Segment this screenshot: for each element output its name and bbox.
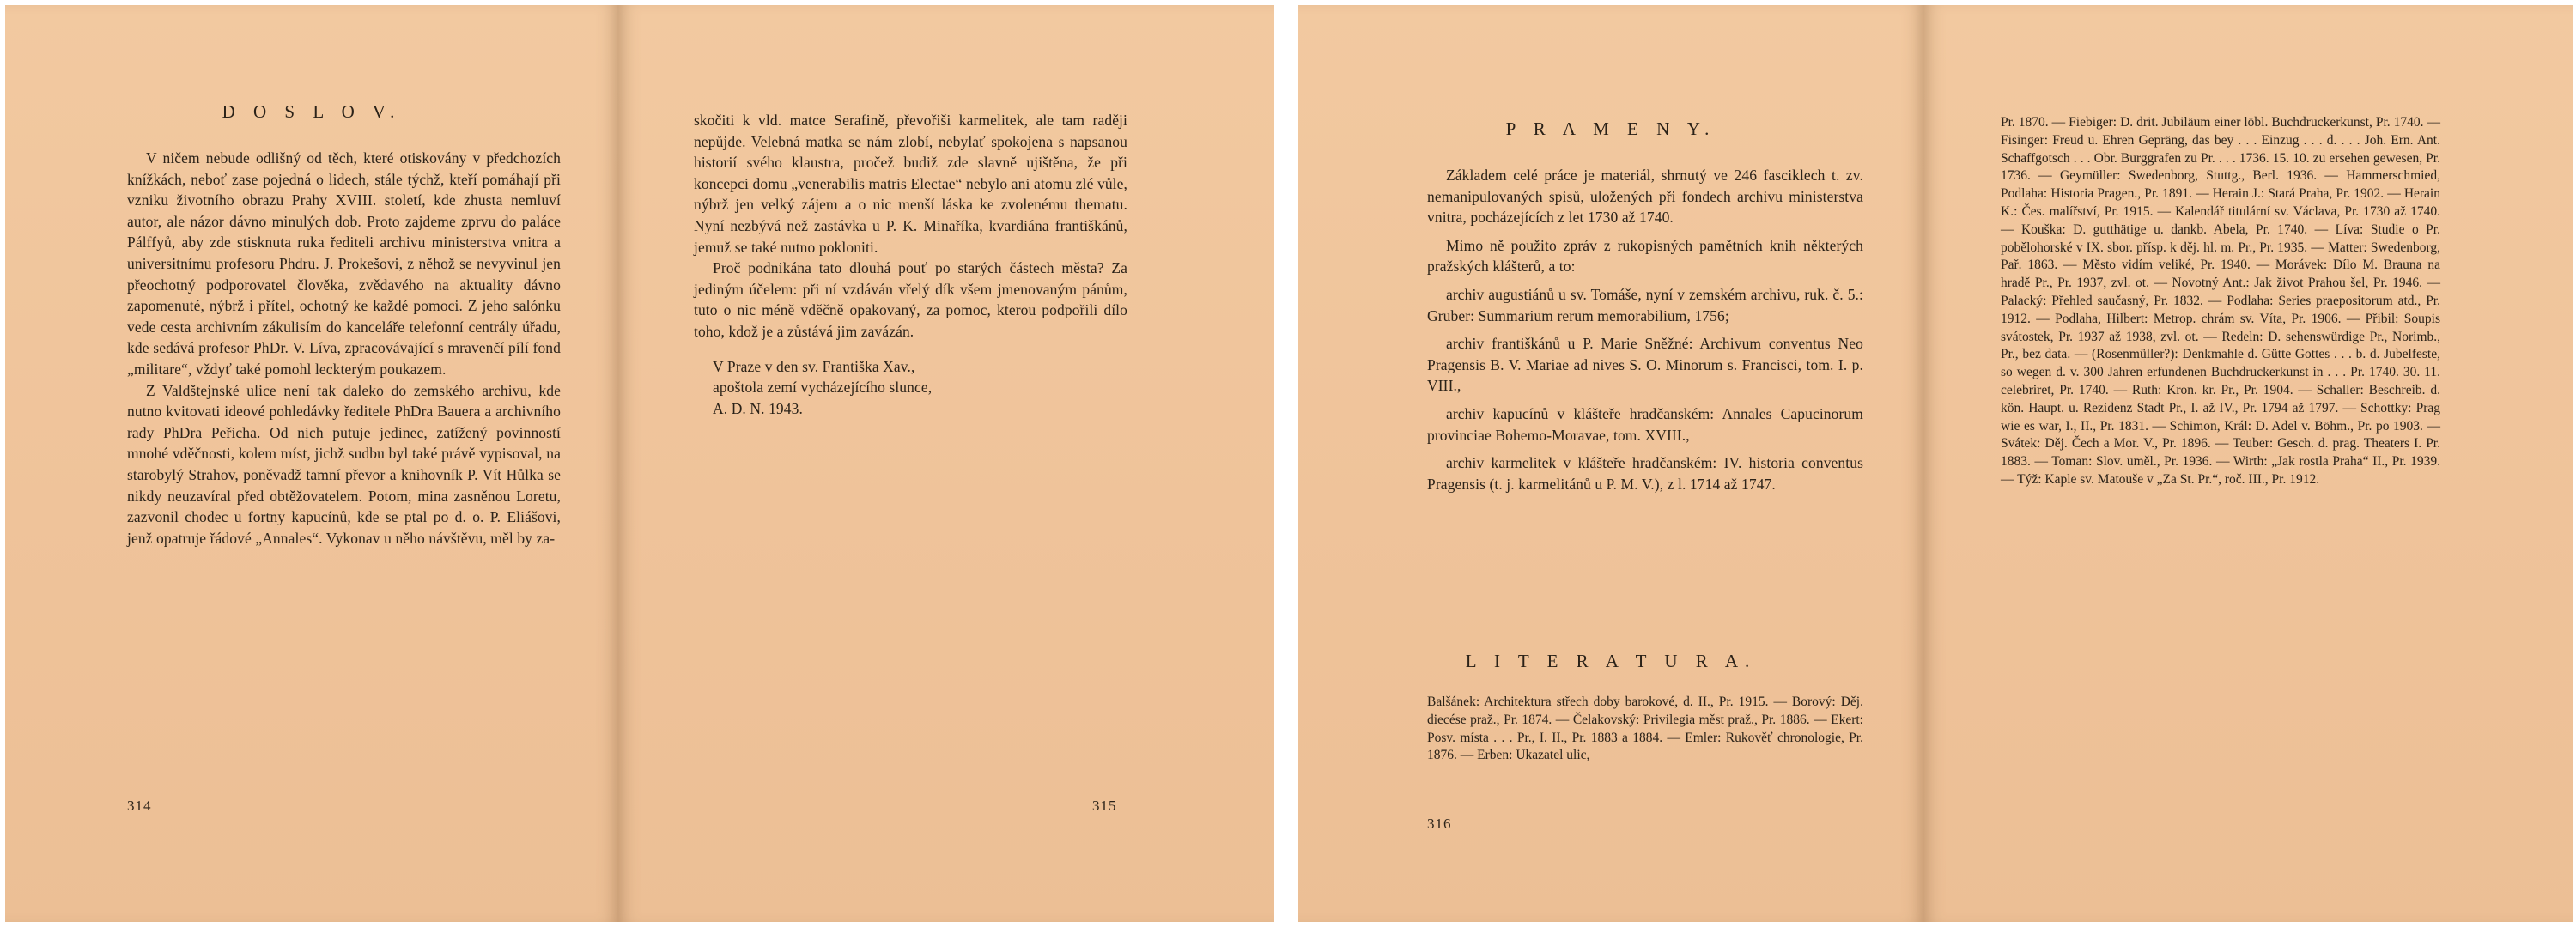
page-317 xyxy=(1923,5,2573,922)
literature-list-continued xyxy=(2001,114,2440,489)
paragraph: Mimo ně použito zpráv z rukopisných pamětních knih některých pražských klášterů, a to: xyxy=(1427,236,1863,276)
page-number: 314 xyxy=(127,798,152,814)
source-entry: archiv kapucínů v klášteře hradčanském: Annales Capucinorum provinciae Bohemo-Moravae, tom. XVIII., xyxy=(1427,404,1863,444)
page-314-heading: D O S L O V. xyxy=(222,101,402,122)
literature-entries: Balšánek: Architektura střech doby barokové, d. II., Pr. 1915. — Borový: Děj. diecése praž., Pr. 1874. — Čelakovský: Privilegia měst praž., Pr. 1886. — Ekert: Posv. místa . . . Pr., I. II., Pr. 1883 a 1884. — Emler: Rukověť chronologie, Pr. 1876. — Erben: Ukazatel ulic, xyxy=(1427,694,1863,763)
source-entry: archiv augustiánů u sv. Tomáše, nyní v zemském archivu, ruk. č. 5.: Gruber: Summarium rerum memorabilium, 1756; xyxy=(1427,285,1863,324)
page-316 xyxy=(1298,5,1923,922)
page-315-body xyxy=(694,110,1127,419)
left-spread xyxy=(5,0,1274,928)
page-316-heading-2: L I T E R A T U R A. xyxy=(1465,651,1757,671)
paragraph: skočiti k vld. matce Serafině, převořiši karmelitek, ale tam raději nepůjde. Velebná matka se nám zlobí, nebylať spokojena s napsanou historií svého klaustra, pročež budiž zde slavně ujištěna, že při koncepci domu „venerabilis matris Electae“ nebylo ani atomu zlé vůle, nýbrž jen velký zájem a o nic menší láska ke zvolenému thematu. Nyní nezbývá než zastávka u P. K. Minaříka, kvardiána františkánů, jemuž se také nutno pokloniti. xyxy=(694,112,1127,256)
page-number: 316 xyxy=(1427,816,1452,832)
page-314 xyxy=(5,5,618,922)
closing-line: A. D. N. 1943. xyxy=(713,399,803,417)
right-spread xyxy=(1298,0,2573,928)
page-316-heading: P R A M E N Y. xyxy=(1505,118,1716,139)
paragraph: V ničem nebude odlišný od těch, které otiskovány v předchozích knížkách, neboť zase pojedná o lidech, stále týchž, kteří pomáhají při vzniku životního obrazu Prahy XVIII. století, kde zhusta nemluví autor, ale názor dávno minulých dob. Proto zajdeme zprvu do paláce Pálffyů, aby zde stisknuta ruka řediteli archivu ministerstva vnitra a universitnímu profesoru Phdru. J. Prokešovi, z něhož se nevyvinul jen přeochotný podporovatel člověka, zvědavého na aktuality dávno zapomenuté, nýbrž i přítel, ochotný ke každé pomoci. Z jeho salónku vede cesta archivním zákulisím do kanceláře telefonní centrály úřadu, kde sedává profesor PhDr. V. Líva, zpracovávající s mravenčí pílí fond „militare“, vždyť také pomohl leckterým poukazem. xyxy=(127,149,561,378)
page-314-body xyxy=(127,148,561,549)
closing-line: apoštola zemí vycházejícího slunce, xyxy=(713,379,933,397)
literature-list xyxy=(1427,694,1863,765)
source-entry: archiv karmelitek v klášteře hradčanském: IV. historia conventus Pragensis (t. j. karmelitánů u P. M. V.), z l. 1714 až 1747. xyxy=(1427,454,1863,493)
literature-entries: Pr. 1870. — Fiebiger: D. drit. Jubiläum einer löbl. Buchdruckerkunst, Pr. 1740. — Fisinger: Freud u. Ehren Gepräng, das bey . . . Einzug . . . d. . . . Joh. Ern. Ant. Schaffgotsch . . . Obr. Burggrafen zu Pr. . . . 1736. 15. 10. zu ersehen gewesen, Pr. 1736. — Geymüller: Swedenborg, Stuttg., Berl. 1936. — Hammerschmied, Podlaha: Historia Pragen., Pr. 1891. — Herain J.: Stará Praha, Pr. 1902. — Herain K.: Čes. malířství, Pr. 1915. — Kalendář titulární sv. Václava, Pr. 1730 až 1740. — Kouška: D. gutthätige u. dankb. Abela, Pr. 1740. — Líva: Studie o Pr. pobělohorské v IX. sbor. přísp. k děj. hl. m. Pr., Pr. 1935. — Matter: Swedenborg, Pař. 1863. — Město vidím veliké, Pr. 1940. — Morávek: Dílo M. Brauna na hradě Pr., Pr. 1937, zvl. ot. — Novotný Ant.: Jak život Prahou šel, Pr. 1946. — Palacký: Přehled saučasný, Pr. 1832. — Podlaha: Series praepositorum atd., Pr. 1912. — Podlaha, Hilbert: Metrop. chrám sv. Víta, Pr. 1906. — Přibil: Soupis svátostek, Pr. 1937 až 1938, zvl. ot. — Redeln: D. sehenswürdige Pr., Norimb., Pr., bez data. — (Rosenmüller?): Denkmahle d. Gütte Gottes . . . b. d. Jubelfeste, so wegen d. v. 300 Jahren erfundenen Buchdruckerkunst in . . . Pr. 1740. 30. 11. celebriret, Pr. 1740. — Ruth: Kron. kr. Pr., Pr. 1904. — Schaller: Beschreib. d. kön. Haupt. u. Rezidenz Stadt Pr., I. až IV., Pr. 1794 až 1797. — Schottky: Prag wie es war, I., II., Pr. 1831. — Schimon, Král: D. Adel v. Böhm., Pr. po 1903. — Svátek: Děj. Čech a Mor. V., Pr. 1896. — Teuber: Gesch. d. prag. Theaters I. Pr. 1883. — Toman: Slov. uměl., Pr. 1936. — Wirth: „Jak rostla Praha“ II., Pr. 1939. — Týž: Kaple sv. Matouše v „Za St. Pr.“, roč. III., Pr. 1912. xyxy=(2001,115,2440,487)
page-316-sources xyxy=(1427,165,1863,494)
source-entry: archiv františkánů u P. Marie Sněžné: Archivum conventus Neo Pragensis B. V. Mariae ad nives S. O. Minorum s. Francisci, tom. I. p. VIII., xyxy=(1427,335,1863,395)
paragraph: Z Valdštejnské ulice není tak daleko do zemského archivu, kde nutno kvitovati ideové pohledávky ředitele PhDra Bauera a archivního rady PhDra Peřicha. Od nich putuje jedinec, zatížený povinností mnohé vděčnosti, kolem míst, jichž sudbu byl také právě vypisoval, na starobylý Strahov, poněvadž tamní převor a knihovník P. Vít Hůlka se nikdy neuzavíral před obtěžovatelem. Potom, mina zasněnou Loretu, zazvonil chodec u fortny kapucínů, kde se ptal po d. o. P. Eliášovi, jenž opatruje řádové „Annales“. Vykonav u něho návštěvu, měl by za- xyxy=(127,381,561,547)
paragraph: Proč podnikána tato dlouhá pouť po starých částech města? Za jediným účelem: při ní vzdáván vřelý dík všem jmenovaným pánům, tuto o nic méně vděčně opakovaný, za pomoc, kterou podpořili dílo toho, kdož je a zůstává jim zavázán. xyxy=(694,259,1127,340)
closing-line: V Praze v den sv. Františka Xav., xyxy=(713,357,915,375)
page-number: 315 xyxy=(1092,798,1117,814)
paragraph: Základem celé práce je materiál, shrnutý ve 246 fasciklech t. zv. nemanipulovaných spisů, uložených při fondech archivu ministerstva vnitra, pocházejících z let 1730 až 1740. xyxy=(1427,167,1863,227)
page-315 xyxy=(618,5,1274,922)
